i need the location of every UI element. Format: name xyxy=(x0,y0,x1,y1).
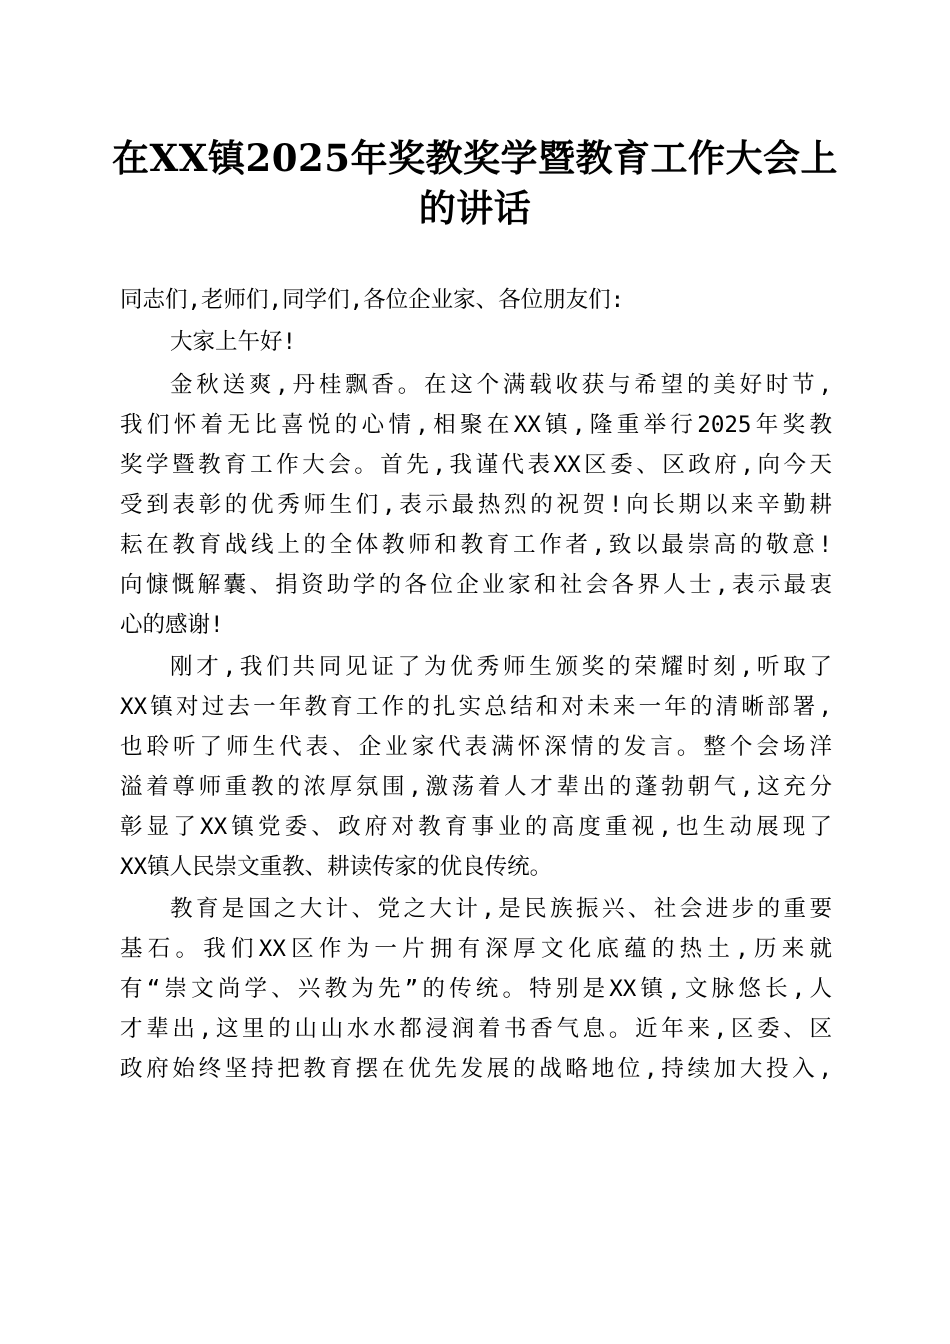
paragraph-1 xyxy=(120,365,832,645)
title-line: 的讲话 xyxy=(418,186,532,230)
salutation-text: 同志们,老师们,同学们,各位企业家、各位朋友们: xyxy=(120,287,625,313)
paragraph-line: 教育是国之大计、党之大计,是民族振兴、社会进步的重要 xyxy=(170,896,832,923)
paragraph-line: 才辈出,这里的山山水水都浸润着书香气息。近年来,区委、区 xyxy=(120,1016,832,1043)
document-title xyxy=(110,133,840,233)
paragraph-line: 受到表彰的优秀师生们,表示最热烈的祝贺!向长期以来辛勤耕 xyxy=(120,491,832,518)
speech-body xyxy=(120,280,832,1091)
paragraph-2 xyxy=(120,647,832,887)
paragraph-line: 基石。我们XX区作为一片拥有深厚文化底蕴的热土,历来就 xyxy=(120,936,832,963)
paragraph-line: 向慷慨解囊、捐资助学的各位企业家和社会各界人士,表示最衷 xyxy=(120,571,832,598)
paragraph-line: 金秋送爽,丹桂飘香。在这个满载收获与希望的美好时节, xyxy=(170,371,832,398)
paragraph-line: XX镇人民崇文重教、耕读传家的优良传统。 xyxy=(120,853,553,880)
paragraph-line: 我们怀着无比喜悦的心情,相聚在XX镇,隆重举行2025年奖教 xyxy=(120,411,832,438)
paragraph-line: 溢着尊师重教的浓厚氛围,激荡着人才辈出的蓬勃朝气,这充分 xyxy=(120,773,832,800)
paragraph-line: 奖学暨教育工作大会。首先,我谨代表XX区委、区政府,向今天 xyxy=(120,451,832,478)
greeting xyxy=(120,322,832,362)
paragraph-line: 也聆听了师生代表、企业家代表满怀深情的发言。整个会场洋 xyxy=(120,733,832,760)
paragraph-line: 刚才,我们共同见证了为优秀师生颁奖的荣耀时刻,听取了 xyxy=(170,653,832,680)
salutation xyxy=(120,280,832,320)
paragraph-line: 政府始终坚持把教育摆在优先发展的战略地位,持续加大投入, xyxy=(120,1056,832,1083)
paragraph-line: 心的感谢! xyxy=(120,611,224,638)
paragraph-line: 有“崇文尚学、兴教为先”的传统。特别是XX镇,文脉悠长,人 xyxy=(120,976,832,1003)
title-line: 在XX镇2025年奖教奖学暨教育工作大会上 xyxy=(112,136,838,180)
paragraph-line: 彰显了XX镇党委、政府对教育事业的高度重视,也生动展现了 xyxy=(120,813,832,840)
greeting-text: 大家上午好! xyxy=(170,329,297,356)
paragraph-3 xyxy=(120,889,832,1089)
paragraph-line: 耘在教育战线上的全体教师和教育工作者,致以最崇高的敬意! xyxy=(120,531,832,558)
paragraph-line: XX镇对过去一年教育工作的扎实总结和对未来一年的清晰部署, xyxy=(120,693,832,720)
